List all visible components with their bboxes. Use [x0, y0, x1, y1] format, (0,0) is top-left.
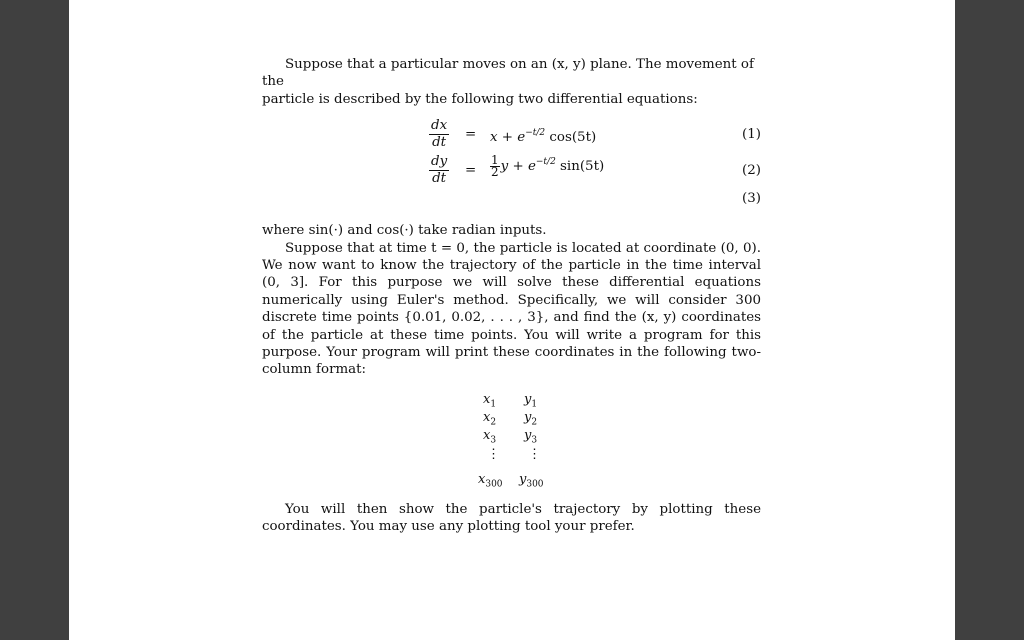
- document-page: [69, 0, 955, 640]
- x1-cell: $x_1$: [483, 391, 497, 410]
- equation-number-1: (1): [742, 127, 761, 143]
- paragraph-plotting: You will then show the particle's trajectory by plotting these coordinates. You may use any plotting tool your prefer.: [262, 501, 761, 535]
- equation-1: [262, 118, 761, 154]
- equation-3: [262, 184, 761, 220]
- equals-sign: =: [465, 163, 477, 179]
- y2-cell: $y_2$: [524, 409, 538, 428]
- y300-cell: $y_{300}$: [519, 471, 544, 490]
- intro-line-1: Suppose that a particular moves on an (x, y) plane. The movement of the: [262, 57, 754, 90]
- paragraph-euler-method: Suppose that at time t = 0, the particle is located at coordinate (0, 0). We now want to know the trajectory of the particle in the time interval (0, 3]. For this purpose we will solve these differential equations numerically using Euler's method. Specifically, we will consider 300 discrete time points {0.01, 0.02, . . . , 3}, and find the (x, y) coordinates of the particle at these time points. You will write a program for this purpose. Your program will print these coordinates in the following two-column format:: [262, 240, 761, 378]
- y-vdots: ⋮: [528, 446, 541, 462]
- y1-cell: $y_1$: [524, 391, 538, 410]
- x2-cell: $x_2$: [483, 409, 497, 428]
- equation-number-3: (3): [742, 191, 761, 207]
- left-margin: [0, 0, 69, 640]
- equation-1-rhs: $x + e^{-t/2}$ cos(5t): [490, 128, 597, 146]
- x300-cell: $x_{300}$: [478, 471, 503, 490]
- x-vdots: ⋮: [487, 446, 500, 462]
- right-margin: [955, 0, 1024, 640]
- x3-cell: $x_3$: [483, 427, 497, 446]
- equals-sign: =: [465, 127, 477, 143]
- radian-note: where sin(·) and cos(·) take radian inputs.: [262, 223, 547, 239]
- equation-2-rhs: $\frac{1}{2}$ $y + e^{-t/2}$ sin(5t): [491, 153, 605, 180]
- document-content: [262, 56, 761, 536]
- dx-dt-fraction: $\frac{dx}{dt}$: [431, 118, 448, 151]
- intro-line-2: particle is described by the following two differential equations:: [262, 91, 698, 107]
- dy-dt-fraction: $\frac{dy}{dt}$: [431, 154, 448, 187]
- equation-number-2: (2): [742, 163, 761, 179]
- equation-block: [262, 118, 761, 214]
- two-column-format: [262, 391, 761, 491]
- y3-cell: $y_3$: [524, 427, 538, 446]
